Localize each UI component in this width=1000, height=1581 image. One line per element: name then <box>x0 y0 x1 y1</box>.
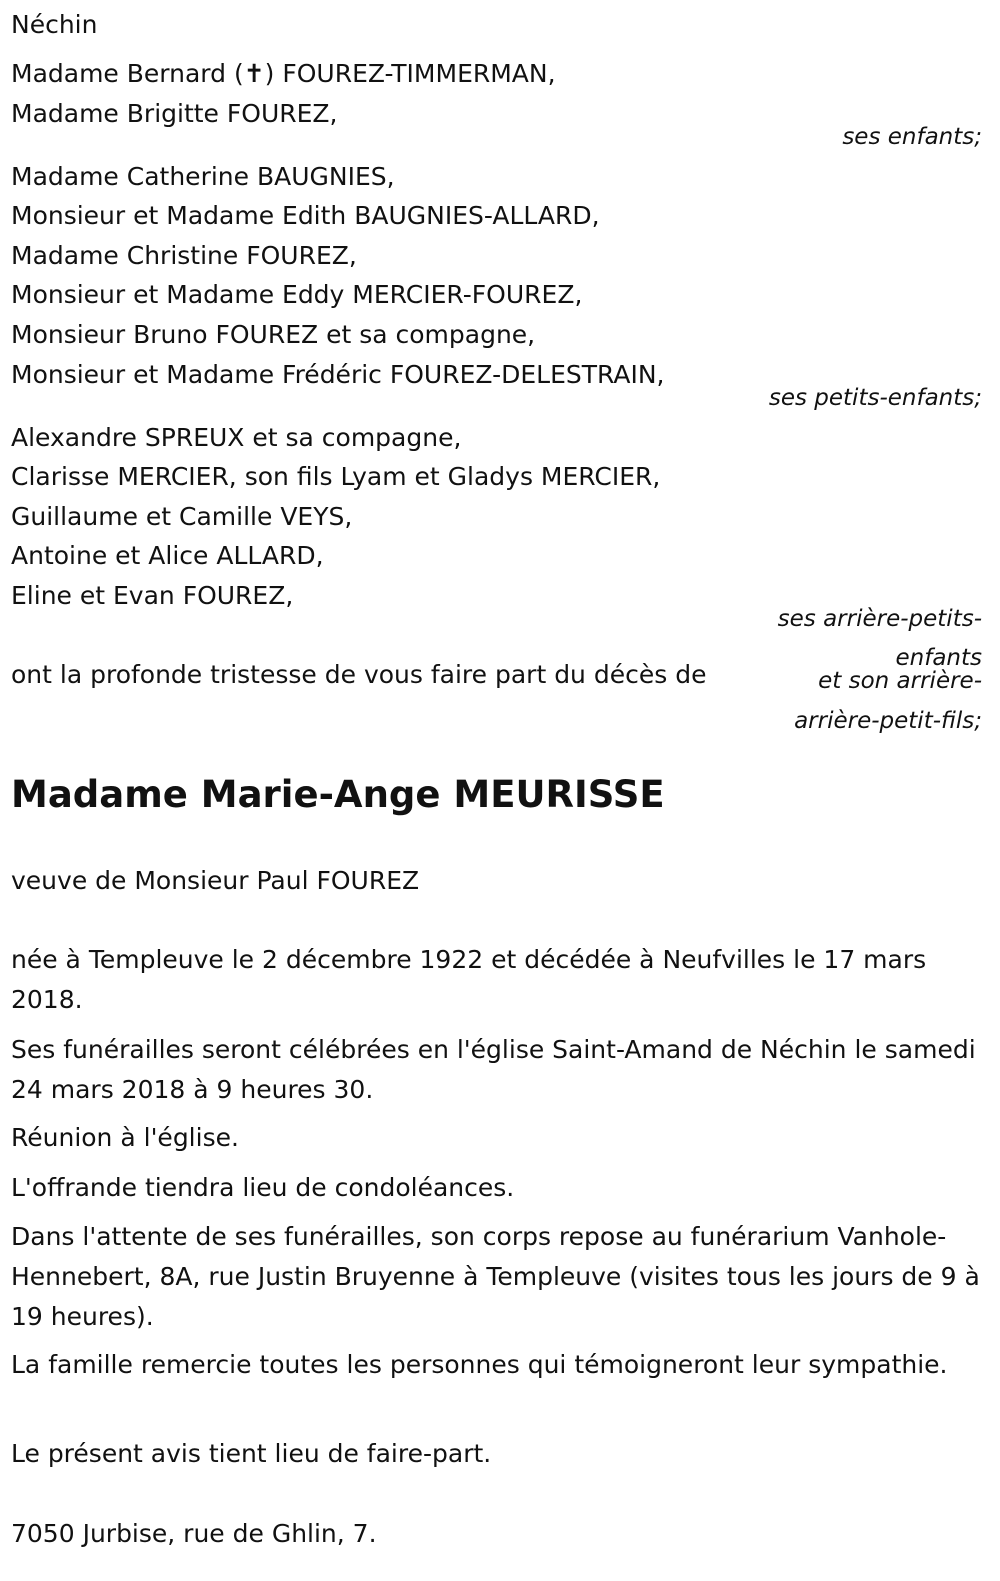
deceased-name: Madame Marie-Ange MEURISSE <box>11 773 665 816</box>
relation-label-great-grandchildren-2: enfants <box>895 645 982 671</box>
offering-info: L'offrande tiendra lieu de condoléances. <box>11 1173 515 1202</box>
family-member: Monsieur et Madame Edith BAUGNIES-ALLARD, <box>11 201 600 230</box>
address: 7050 Jurbise, rue de Ghlin, 7. <box>11 1519 377 1548</box>
announcement-intro: ont la profonde tristesse de vous faire part du décès de <box>11 660 707 689</box>
thanks-info: La famille remercie toutes les personnes qui témoigneront leur sympathie. <box>11 1350 948 1379</box>
family-member: Guillaume et Camille VEYS, <box>11 502 353 531</box>
birth-death-info: née à Templeuve le 2 décembre 1922 et décédée à Neufvilles le 17 mars 2018. <box>11 945 927 1014</box>
relation-label-great-grandchildren-1: ses arrière-petits- <box>777 606 982 632</box>
relation-label-children: ses enfants; <box>842 124 982 150</box>
funeral-info: Ses funérailles seront célébrées en l'église Saint-Amand de Néchin le samedi 24 mars 2018 à 9 heures 30. <box>11 1035 976 1104</box>
family-member: Antoine et Alice ALLARD, <box>11 541 324 570</box>
funerarium-info: Dans l'attente de ses funérailles, son corps repose au funérarium Vanhole-Hennebert, 8A, rue Justin Bruyenne à Templeuve (visites tous les jours de 9 à 19 heures). <box>11 1222 980 1331</box>
notice-info: Le présent avis tient lieu de faire-part. <box>11 1439 492 1468</box>
family-member: Madame Christine FOUREZ, <box>11 241 357 270</box>
family-member: Monsieur et Madame Eddy MERCIER-FOUREZ, <box>11 280 583 309</box>
family-member: Monsieur et Madame Frédéric FOUREZ-DELESTRAIN, <box>11 360 665 389</box>
family-member: Eline et Evan FOUREZ, <box>11 581 294 610</box>
family-member: Alexandre SPREUX et sa compagne, <box>11 423 462 452</box>
family-member: Madame Brigitte FOUREZ, <box>11 99 338 128</box>
relation-label-great-great-grandson-1: et son arrière- <box>818 668 982 694</box>
relation-label-great-great-grandson-2: arrière-petit-fils; <box>794 708 982 734</box>
family-member: Madame Catherine BAUGNIES, <box>11 162 395 191</box>
relation-label-grandchildren: ses petits-enfants; <box>768 385 982 411</box>
place-heading: Néchin <box>11 10 98 39</box>
gathering-info: Réunion à l'église. <box>11 1123 239 1152</box>
widow-of: veuve de Monsieur Paul FOUREZ <box>11 866 420 895</box>
family-member: Clarisse MERCIER, son fils Lyam et Gladys MERCIER, <box>11 462 661 491</box>
family-member: Monsieur Bruno FOUREZ et sa compagne, <box>11 320 536 349</box>
family-member: Madame Bernard (✝) FOUREZ-TIMMERMAN, <box>11 59 556 88</box>
